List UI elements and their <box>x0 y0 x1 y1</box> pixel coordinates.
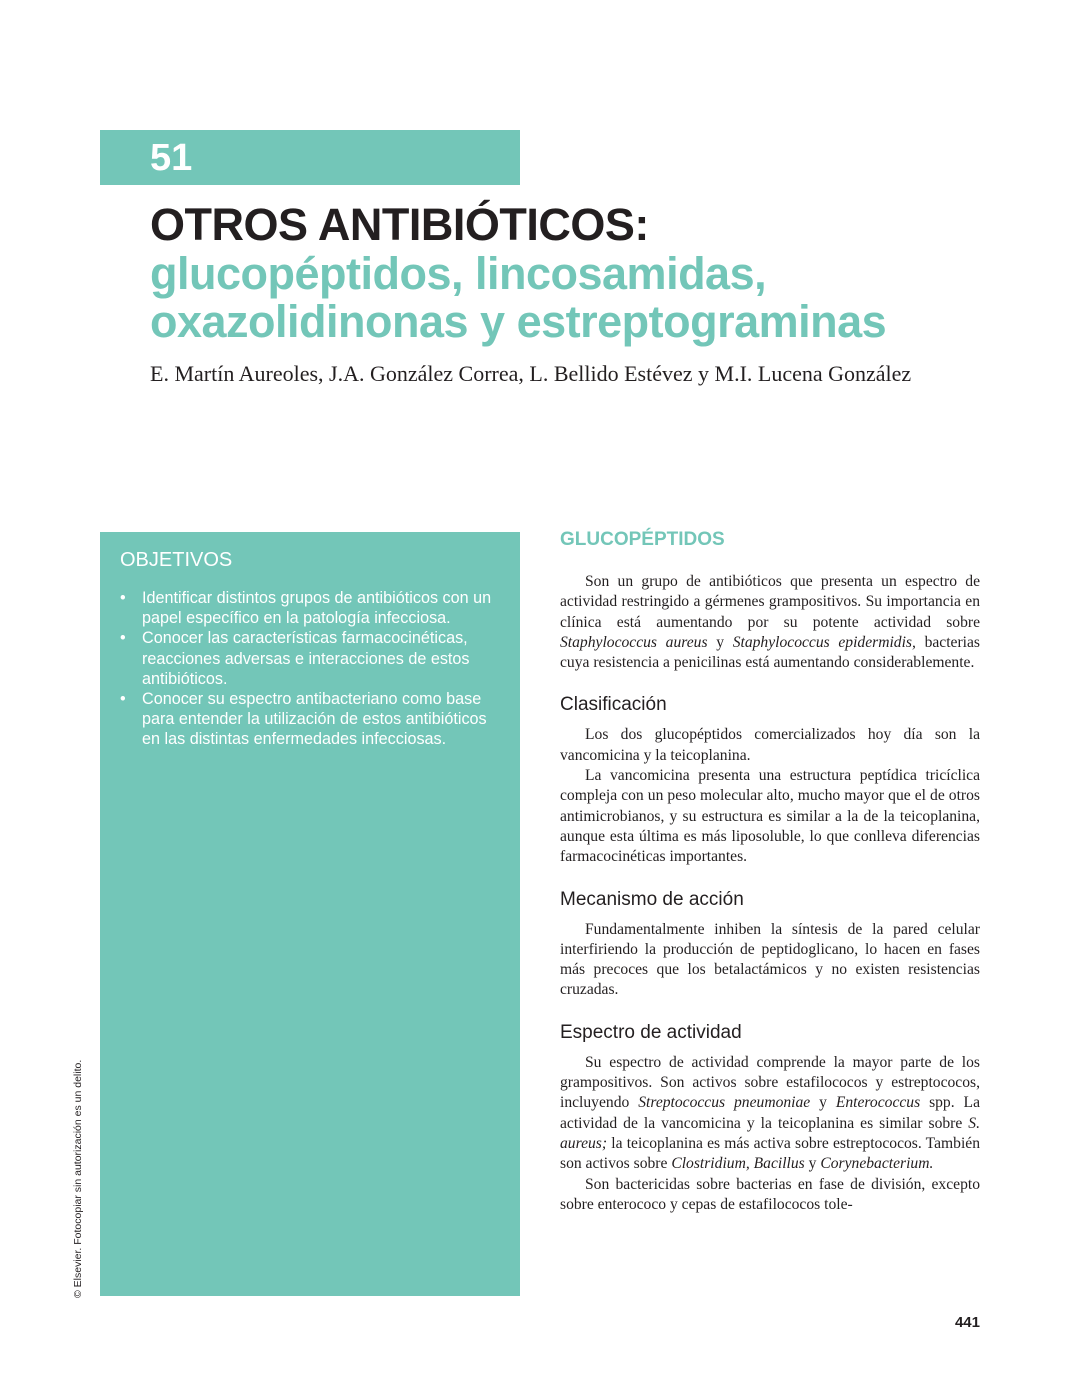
paragraph: Fundamentalmente inhiben la síntesis de la pared celular interfiriendo la producción de peptidoglicano, lo hacen en fases más precoces que los betalactámicos y no existen resistencias cruzadas. <box>560 920 980 999</box>
subheading-mecanismo: Mecanismo de acción <box>560 888 744 910</box>
section-heading: GLUCOPÉPTIDOS <box>560 529 725 550</box>
page-number: 441 <box>954 1314 980 1331</box>
text-run: la teicoplanina es más activa sobre estreptococos. También son activos sobre <box>560 1134 980 1173</box>
intro-paragraph <box>560 572 980 673</box>
species-name: S. aureus; <box>560 1114 980 1152</box>
objective-text: Identificar distintos grupos de antibióticos con un papel específico en la patología infecciosa. <box>142 589 492 628</box>
objective-text: Conocer las características farmacocinéticas, reacciones adversas e interacciones de estos antibióticos. <box>142 629 470 688</box>
subheading-espectro: Espectro de actividad <box>560 1021 742 1043</box>
chapter-number-band <box>100 130 520 185</box>
objective-item <box>120 588 500 628</box>
paragraph: Son bactericidas sobre bacterias en fase de división, excepto sobre enterococo y cepas de estafilococos tole- <box>560 1175 980 1213</box>
bullet-icon: • <box>120 629 126 648</box>
species-name: Staphylococcus aureus <box>560 633 708 651</box>
text-run: spp. La actividad de la vancomicina y la teicoplanina es similar sobre <box>560 1094 980 1132</box>
objectives-list <box>120 588 500 750</box>
text-run: Su espectro de actividad comprende la mayor parte de los grampositivos. Son activos sobre estafilococos y estreptococos, incluyendo <box>560 1053 980 1112</box>
objectives-box <box>100 532 520 1296</box>
objective-item <box>120 689 500 750</box>
objectives-title: OBJETIVOS <box>120 549 233 571</box>
bullet-icon: • <box>120 690 126 709</box>
main-text-column <box>560 528 980 1215</box>
objective-text: Conocer su espectro antibacteriano como base para entender la utilización de estos antibióticos en las distintas enfermedades infecciosas. <box>142 690 487 749</box>
paragraph: La vancomicina presenta una estructura peptídica tricíclica compleja con un peso molecular alto, mucho mayor que el de otros antimicrobianos, y su estructura es similar a la de la teicoplanina, aunque esta última es más liposoluble, lo que conlleva diferencias farmacocinéticas importantes. <box>560 767 980 866</box>
chapter-subtitle-line-1: glucopéptidos, lincosamidas, <box>150 248 767 299</box>
chapter-title: OTROS ANTIBIÓTICOS: <box>150 199 649 250</box>
chapter-authors: E. Martín Aureoles, J.A. González Correa, L. Bellido Estévez y M.I. Lucena González <box>150 361 912 386</box>
text-run: y <box>804 1155 821 1173</box>
species-name: Streptococcus pneumoniae <box>638 1094 811 1112</box>
text-run: Son un grupo de antibióticos que presenta un espectro de actividad restringido a gérmenes grampositivos. Su importancia en clínica está aumentando por su potente actividad sobre <box>560 573 980 631</box>
paragraph <box>560 1053 980 1175</box>
chapter-title-block <box>150 200 1030 388</box>
paragraph: Los dos glucopéptidos comercializados hoy día son la vancomicina y la teicoplanina. <box>560 726 980 764</box>
subheading-clasificacion: Clasificación <box>560 694 667 716</box>
species-name: Staphylococcus epidermidis, <box>732 633 916 651</box>
objective-item <box>120 628 500 689</box>
species-name: Enterococcus <box>835 1094 921 1112</box>
species-name: Corynebacterium. <box>820 1155 934 1173</box>
chapter-subtitle-line-2: oxazolidinonas y estreptograminas <box>150 296 887 347</box>
text-run: y <box>707 633 733 651</box>
bullet-icon: • <box>120 589 126 607</box>
text-run: bacterias cuya resistencia a penicilinas está aumentando considerablemente. <box>560 633 980 672</box>
species-name: Clostridium, Bacillus <box>671 1155 805 1173</box>
chapter-number: 51 <box>150 137 193 179</box>
text-run: y <box>810 1094 836 1112</box>
copyright-notice: © Elsevier. Fotocopiar sin autorización es un delito. <box>72 1059 84 1298</box>
